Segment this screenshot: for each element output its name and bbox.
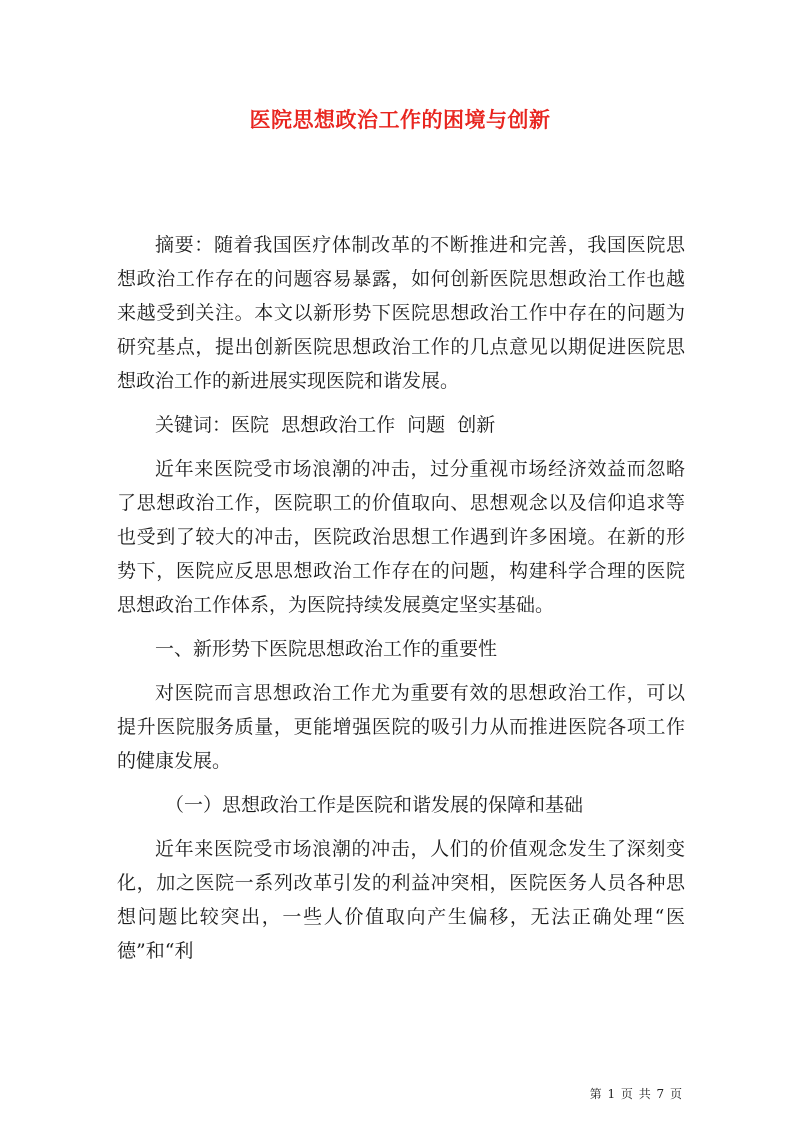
subsection-heading-1: （一）思想政治工作是医院和谐发展的保障和基础 xyxy=(165,794,584,816)
intro-paragraph: 近年来医院受市场浪潮的冲击，过分重视市场经济效益而忽略了思想政治工作，医院职工的价值取向、思想观念以及信仰追求等也受到了较大的冲击，医院政治思想工作遇到许多困境。在新的形势下，医院应反思思想政治工作存在的问题，构建科学合理的医院思想政治工作体系，为医院持续发展奠定坚实基础。 xyxy=(117,458,685,616)
document-body xyxy=(117,228,685,978)
subsection-1-paragraph: 近年来医院受市场浪潮的冲击，人们的价值观念发生了深刻变化，加之医院一系列改革引发的利益冲突相，医院医务人员各种思想问题比较突出，一些人价值取向产生偏移，无法正确处理“医德”和“利 xyxy=(117,838,685,962)
keywords-paragraph: 关键词：医院 思想政治工作 问题 创新 xyxy=(155,414,496,436)
abstract-paragraph: 摘要：随着我国医疗体制改革的不断推进和完善，我国医院思想政治工作存在的问题容易暴露，如何创新医院思想政治工作也越来越受到关注。本文以新形势下医院思想政治工作中存在的问题为研究基点，提出创新医院思想政治工作的几点意见以期促进医院思想政治工作的新进展实现医院和谐发展。 xyxy=(117,234,685,392)
page-number-footer: 第 1 页 共 7 页 xyxy=(589,1087,683,1101)
section-heading-1: 一、新形势下医院思想政治工作的重要性 xyxy=(155,638,498,660)
section-1-paragraph: 对医院而言思想政治工作尤为重要有效的思想政治工作，可以提升医院服务质量，更能增强医院的吸引力从而推进医院各项工作的健康发展。 xyxy=(117,682,685,772)
document-title: 医院思想政治工作的困境与创新 xyxy=(249,107,551,132)
